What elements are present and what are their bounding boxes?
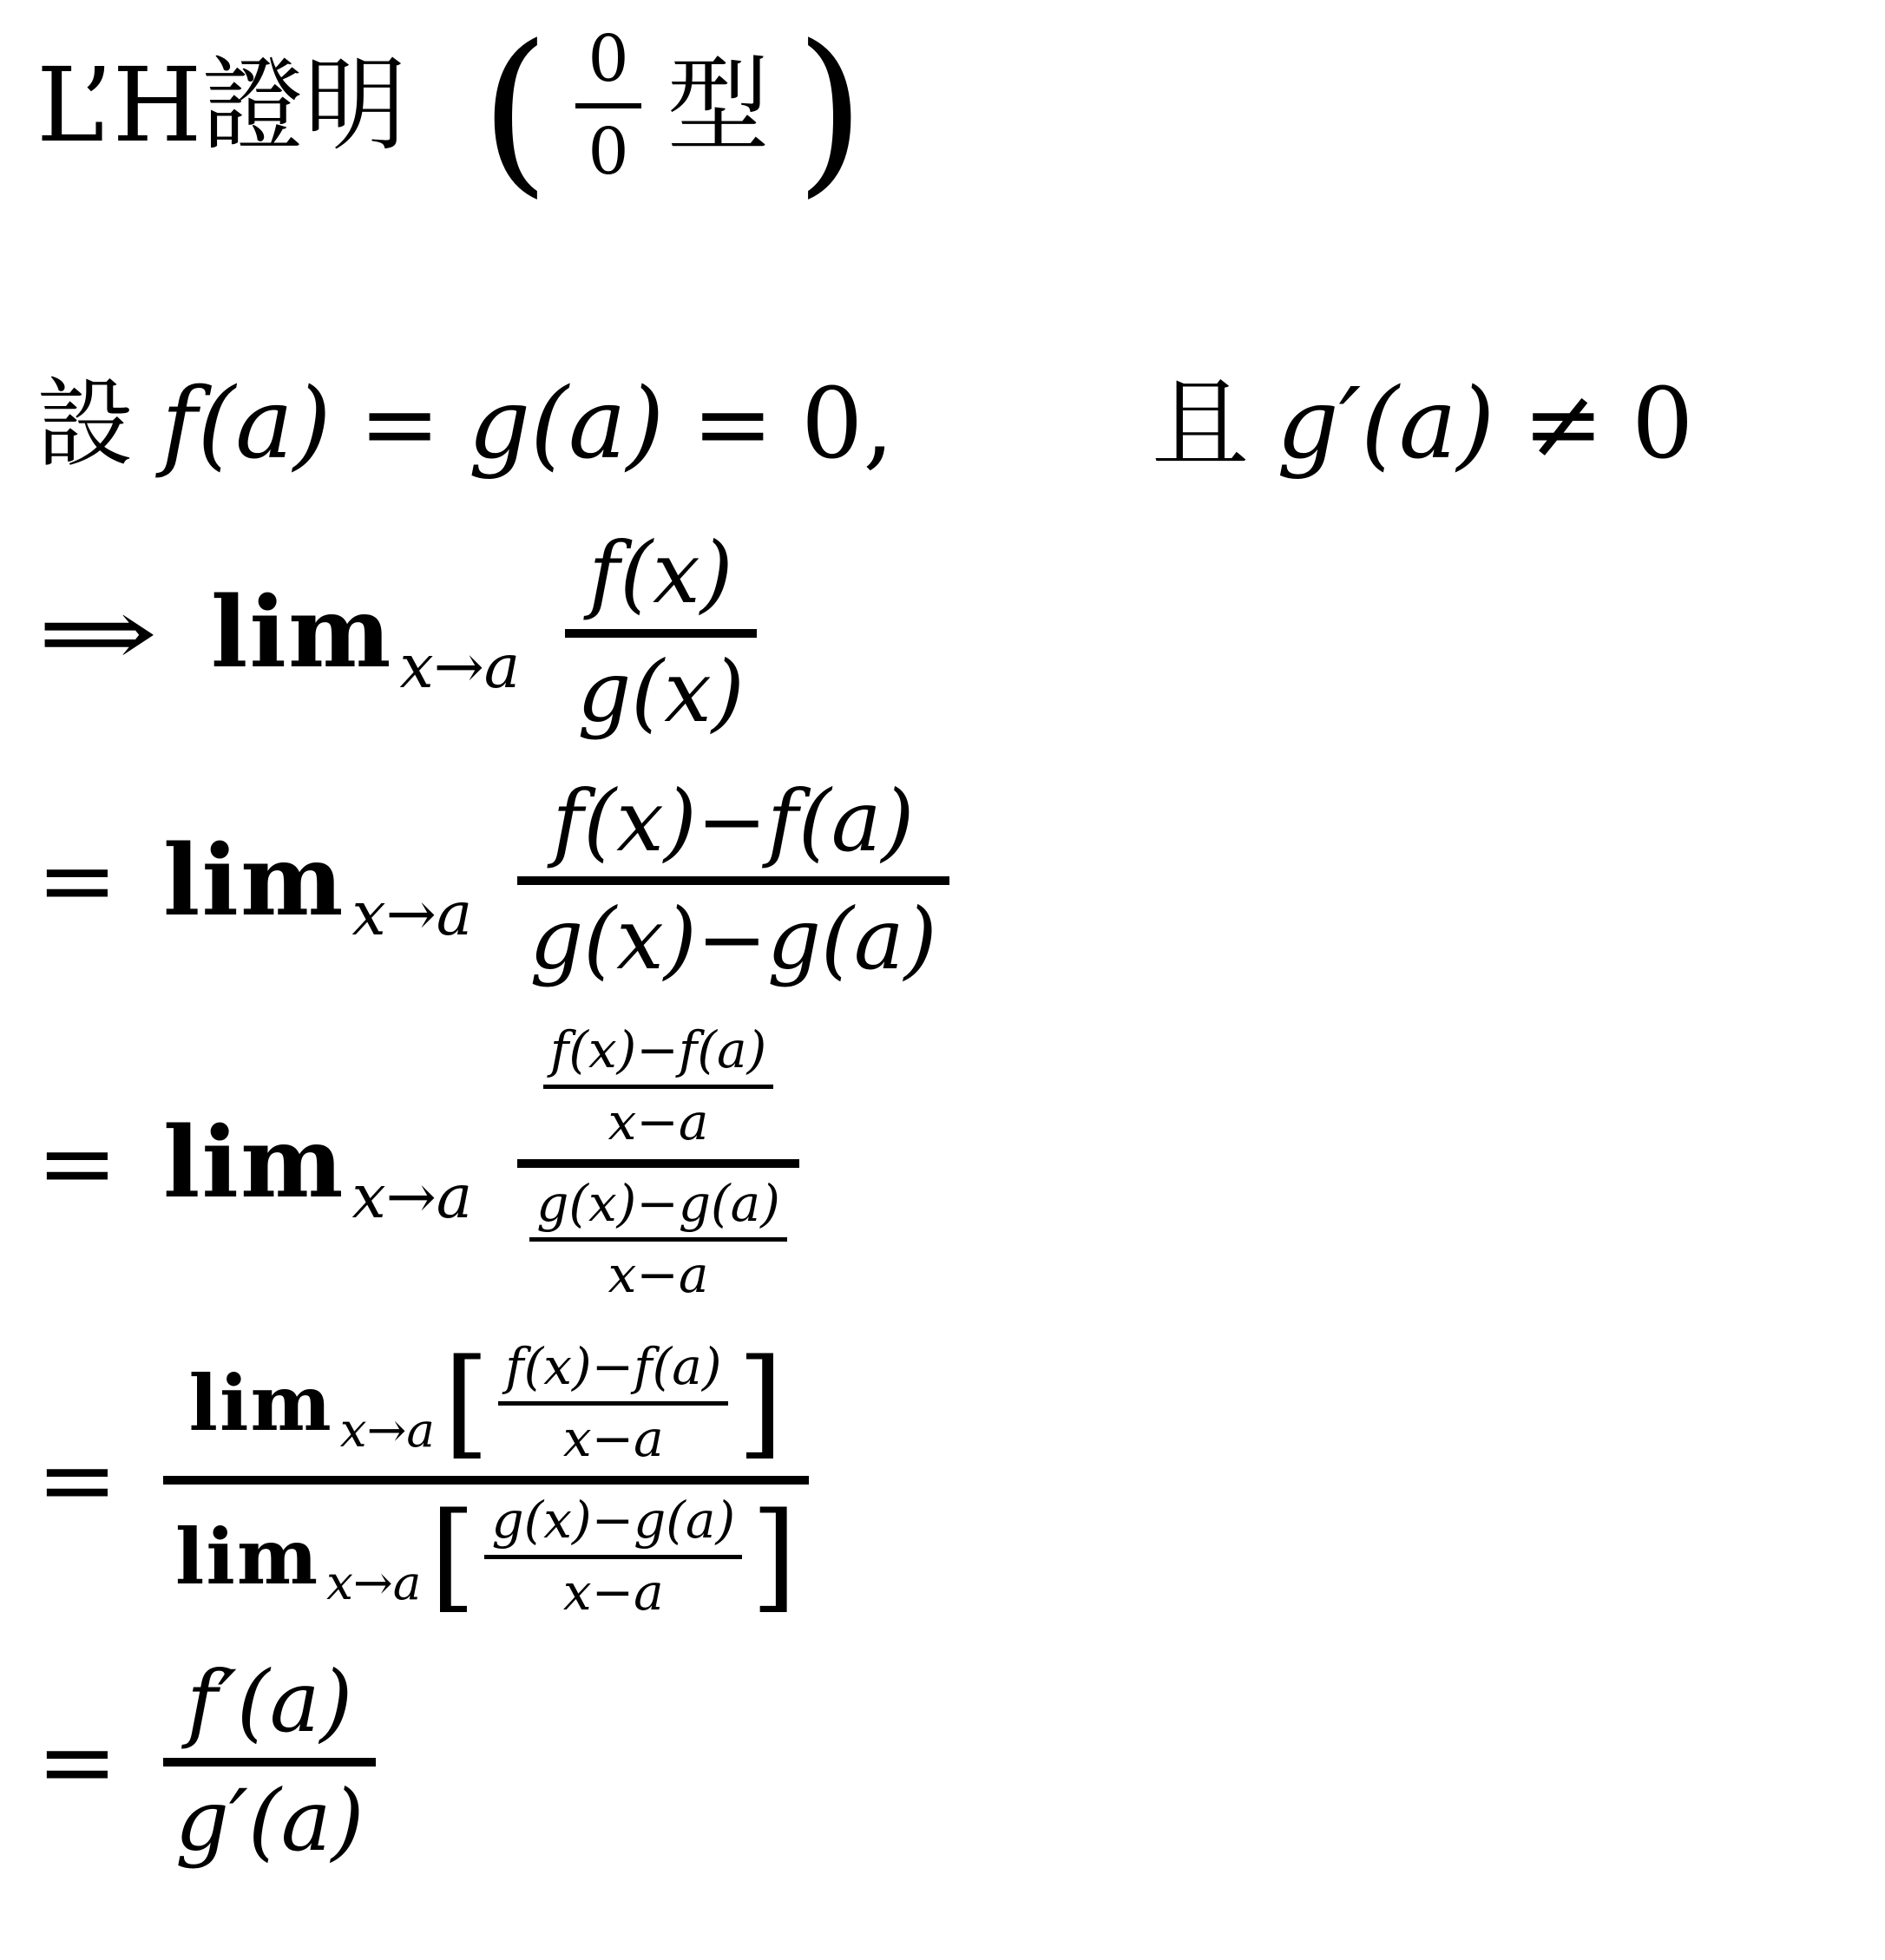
g-prime-of-a: g′(a): [1277, 367, 1495, 481]
lim-subscript: x→a: [351, 1162, 473, 1232]
lim-word: lim: [210, 576, 393, 691]
numerator-limit-expression: lim x→a [ $\frac{f(x)-f(a)}{x-a}$ ]: [188, 1334, 784, 1472]
equals-sign-2: =: [692, 367, 774, 481]
lim-subscript: x→a: [326, 1555, 422, 1611]
not-equal-sign: ≠: [1522, 367, 1605, 481]
fraction-denominator: x−a: [543, 1085, 773, 1150]
equals-sign: =: [36, 1705, 118, 1819]
lim-word: lim: [188, 1357, 333, 1448]
limit-operator: [188, 1357, 435, 1458]
f-over-g-fraction: [565, 524, 756, 741]
upper-difference-quotient: [498, 1337, 728, 1468]
equals-sign-1: =: [358, 367, 441, 481]
fraction-numerator: g(x)−g(a): [491, 1490, 736, 1550]
assume-label: 設: [36, 367, 134, 481]
lim-word: lim: [162, 1106, 345, 1221]
zero-comma: 0,: [801, 367, 895, 481]
lim-subscript: x→a: [351, 880, 473, 950]
fraction-denominator: g′(a): [163, 1758, 377, 1868]
step-limit-fg: [36, 524, 757, 741]
stacked-fraction: [517, 1019, 799, 1305]
title-line: L’H證明 ( $\frac{0}{0}$ 型 ): [36, 8, 865, 215]
implies-arrow: ⇒: [36, 576, 159, 690]
fraction-numerator: 0: [588, 22, 629, 96]
limit-operator: [210, 576, 521, 702]
fraction-denominator: g(x)−g(a): [517, 876, 949, 987]
equals-sign: =: [36, 824, 118, 938]
fraction-numerator: f′(a): [186, 1653, 353, 1752]
fraction-denominator: g(x): [565, 629, 756, 739]
stacked-fraction-numerator: [517, 1019, 799, 1159]
upper-difference-quotient: [543, 1019, 773, 1151]
title-type-label: 型: [667, 45, 770, 166]
g-of-a: g(a): [468, 367, 665, 481]
equals-sign: =: [36, 1106, 118, 1220]
fraction-denominator: x−a: [529, 1237, 787, 1303]
lower-difference-quotient: [529, 1173, 787, 1305]
step-ratio-of-limits: [36, 1334, 809, 1625]
step-stacked-quotients: [36, 1019, 799, 1305]
lim-subscript: x→a: [339, 1401, 435, 1458]
denominator-limit-expression: lim x→a [ $\frac{g(x)-g(a)}{x-a}$ ]: [163, 1476, 809, 1621]
fraction-numerator: f(x): [588, 524, 733, 623]
fraction-numerator: f(x)−f(a): [505, 1337, 722, 1397]
f-of-a: f(a): [161, 367, 332, 481]
lower-difference-quotient: [484, 1490, 742, 1622]
difference-fraction: [517, 771, 949, 989]
zero-over-zero-fraction: [575, 24, 640, 188]
fraction-denominator: x−a: [484, 1555, 742, 1621]
lim-word: lim: [162, 823, 345, 938]
fraction-denominator: 0: [575, 103, 640, 187]
step-final-result: [36, 1653, 376, 1870]
limit-operator: [174, 1511, 422, 1611]
stacked-fraction-denominator: [517, 1159, 799, 1304]
assumption-line: [36, 366, 1693, 482]
fraction-numerator: g(x)−g(a): [536, 1173, 780, 1233]
zero-value: 0: [1632, 367, 1694, 481]
equals-sign: =: [36, 1423, 118, 1537]
derivative-ratio-fraction: [163, 1653, 377, 1870]
limit-operator: [162, 823, 473, 950]
lim-subscript: x→a: [399, 632, 521, 702]
page-title: L’H證明: [36, 45, 407, 166]
step-difference-fraction: [36, 771, 949, 989]
and-label: 且: [1152, 367, 1250, 481]
lim-word: lim: [174, 1511, 320, 1602]
fraction-numerator: f(x)−f(a): [552, 771, 915, 870]
limit-operator: [162, 1106, 473, 1232]
ratio-of-limits-fraction: [163, 1334, 809, 1625]
fraction-numerator: f(x)−f(a): [549, 1019, 767, 1079]
fraction-denominator: x−a: [498, 1401, 728, 1467]
